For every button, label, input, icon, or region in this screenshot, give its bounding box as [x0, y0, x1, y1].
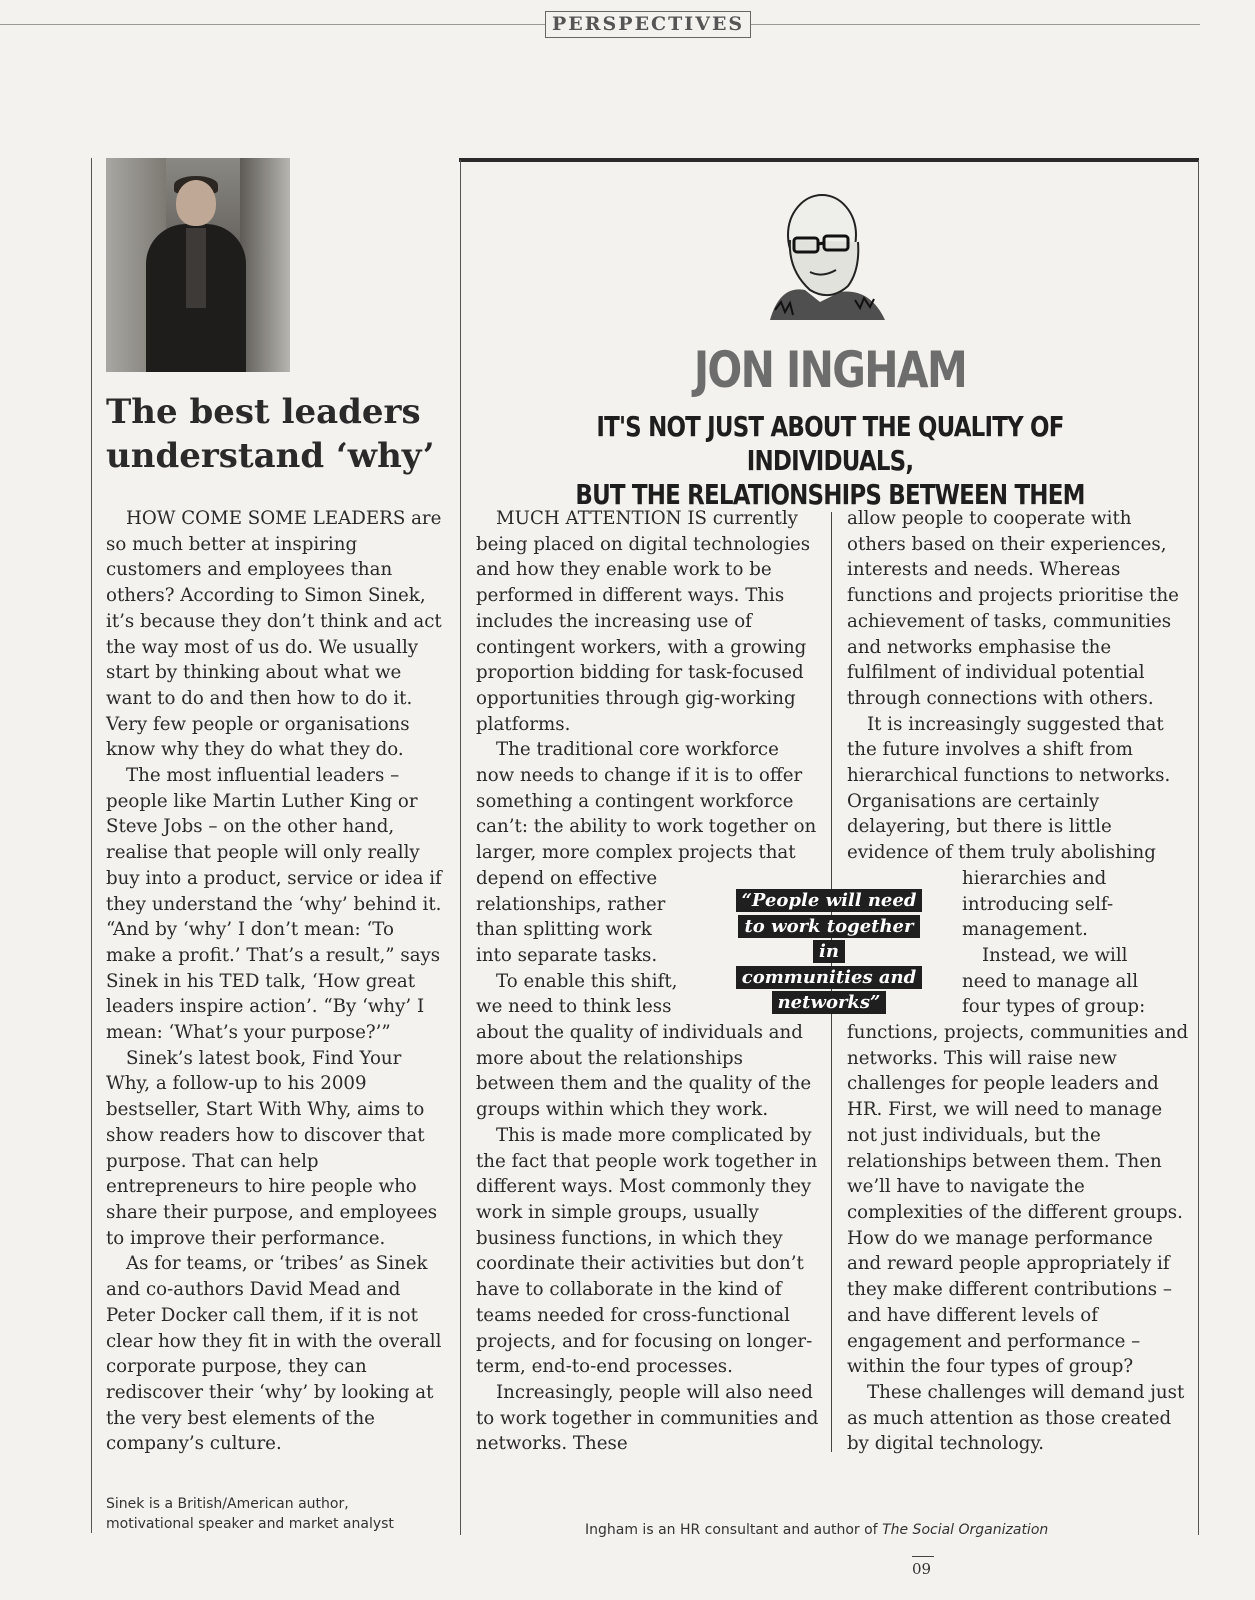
headline-line: IT'S NOT JUST ABOUT THE QUALITY OF INDIVIDUALS,	[596, 410, 1064, 477]
paragraph-wrap: Instead, we will need to manage all four types of group:	[962, 944, 1146, 1018]
article-headline	[527, 410, 1134, 512]
paragraph-wrap: hierarchies and introducing self-management.	[962, 867, 1114, 941]
paragraph: As for teams, or ‘tribes’ as Sinek and co-authors David Mead and Peter Docker call them, if it is not clear how they fit in with the overall corporate purpose, they can rediscover their ‘why’ by looking at the very best elements of the company’s culture.	[106, 1253, 442, 1455]
caption-text: Ingham is an HR consultant and author of	[585, 1522, 883, 1538]
pull-quote-line: “People will need	[736, 889, 923, 912]
pull-quote-line: to work together in	[738, 915, 919, 964]
left-caption	[106, 1494, 426, 1534]
paragraph-wrap: depend on effective relationships, rather than splitting work into separate tasks.	[476, 867, 666, 966]
paragraph: These challenges will demand just as much attention as those created by digital technology.	[847, 1381, 1185, 1455]
paragraph: about the quality of individuals and more about the relationships between them and the quality of the groups within which they work.	[476, 1022, 812, 1121]
left-article-body	[106, 506, 444, 1457]
left-article-title: The best leaders understand ‘why’	[106, 392, 435, 476]
caption-line: Sinek is a British/American author,	[106, 1496, 349, 1512]
paragraph: HOW COME SOME LEADERS are so much better at inspiring customers and employees than others? According to Simon Sinek, it’s because they don’t think and act the way most of us do. We usually start by thinking about what we want to do and then how to do it. Very few people or organisations know why they do what they do.	[106, 508, 442, 761]
headline-line: BUT THE RELATIONSHIPS BETWEEN THEM	[575, 478, 1085, 511]
paragraph: functions, projects, communities and networks. This will raise new challenges for people leaders and HR. First, we will need to manage not just individuals, but the relationships between them. Then we’ll have to navigate the complexities of the different groups. How do we manage performance and reward people appropriately if they make different contributions – and have different levels of engagement and performance – within the four types of group?	[847, 1022, 1189, 1378]
paragraph: It is increasingly suggested that the future involves a shift from hierarchical functions to networks. Organisations are certainly delayering, but there is little evidence of them truly abolishing	[847, 713, 1171, 864]
paragraph: allow people to cooperate with others based on their experiences, interests and needs. Whereas functions and projects prioritise the achievement of tasks, communities and networks emphasise the fulfilment of individual potential through connections with others.	[847, 508, 1179, 709]
right-caption	[585, 1520, 1185, 1540]
paragraph: Increasingly, people will also need to work together in communities and networks. These	[476, 1381, 819, 1455]
paragraph: MUCH ATTENTION IS currently being placed on digital technologies and how they enable work to be performed in different ways. This includes the increasing use of contingent workers, with a growing proportion bidding for task-focused opportunities through gig-working platforms.	[476, 508, 811, 735]
paragraph: The traditional core workforce now needs to change if it is to offer something a contingent workforce can’t: the ability to work together on larger, more complex projects that	[476, 739, 817, 864]
page-number: 09	[912, 1560, 932, 1578]
pull-quote-line: communities and	[736, 966, 922, 989]
panel-left-rule	[460, 160, 461, 1535]
author-photo	[106, 158, 290, 372]
section-label: PERSPECTIVES	[545, 11, 751, 38]
paragraph: The most influential leaders – people like Martin Luther King or Steve Jobs – on the other hand, realise that people will only really buy into a product, service or idea if they understand the ‘why’ behind it. “And by ‘why’ I don’t mean: ‘To make a profit.’ That’s a result,” says Sinek in his TED talk, ‘How great leaders inspire action’. “By ‘why’ I mean: ‘What’s your purpose?’”	[106, 765, 442, 1044]
paragraph: Sinek’s latest book, Find Your Why, a follow-up to his 2009 bestseller, Start With Why, aims to show readers how to discover that purpose. That can help entrepreneurs to hire people who share their purpose, and employees to improve their performance.	[106, 1047, 438, 1249]
caption-line: motivational speaker and market analyst	[106, 1516, 394, 1532]
caption-book-title: The Social Organization	[882, 1522, 1049, 1538]
author-name: JON INGHAM	[693, 341, 967, 399]
pull-quote	[729, 888, 929, 1016]
paragraph-wrap: To enable this shift, we need to think less	[476, 970, 678, 1018]
paragraph: This is made more complicated by the fact that people work together in different ways. Most commonly they work in simple groups, usually business functions, in which they coordinate their activities but don’t have to collaborate in the kind of teams needed for cross-functional projects, and for focusing on longer-term, end-to-end processes.	[476, 1124, 818, 1378]
author-sketch	[760, 190, 900, 325]
pull-quote-line: networks”	[772, 991, 887, 1014]
panel-top-rule	[459, 158, 1199, 162]
panel-right-rule	[1198, 160, 1199, 1535]
left-column-rule	[91, 158, 92, 1533]
